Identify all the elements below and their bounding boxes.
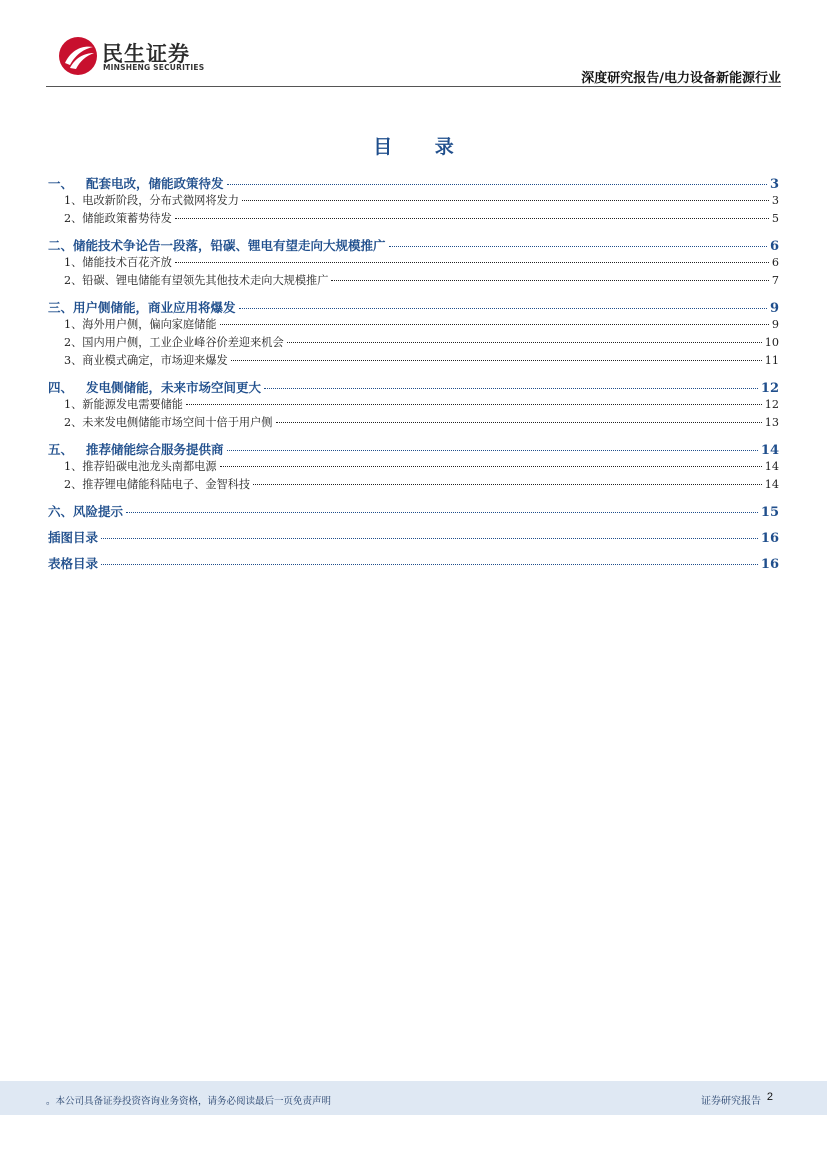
toc-entry-page: 13 [764, 416, 779, 429]
toc-subsection-entry[interactable] [48, 414, 779, 432]
page-number: 2 [766, 1091, 773, 1103]
toc-dot-leader [175, 218, 769, 219]
toc-entry-page: 14 [764, 478, 779, 491]
toc-entry-label: 1、储能技术百花齐放 [64, 256, 172, 269]
header-divider [46, 86, 781, 87]
toc-dot-leader [186, 404, 762, 405]
footer-label: 证券研究报告 [701, 1096, 761, 1107]
toc-dot-leader [220, 324, 769, 325]
toc-entry-page: 7 [771, 274, 779, 287]
toc-dot-leader [220, 466, 762, 467]
toc-subsection-entry[interactable] [48, 192, 779, 210]
toc-dot-leader [253, 484, 762, 485]
logo-chinese-name: 民生证券 [102, 42, 190, 66]
toc-subsection-entry[interactable] [48, 352, 779, 370]
toc-entry-page: 11 [764, 354, 779, 367]
toc-subsection-entry[interactable] [48, 396, 779, 414]
toc-title: 目 录 [373, 136, 472, 158]
toc-section-entry[interactable] [48, 236, 779, 254]
toc-subsection-entry[interactable] [48, 476, 779, 494]
toc-entry-page: 6 [769, 239, 779, 254]
toc-entry-page: 6 [771, 256, 779, 269]
toc-entry-label: 2、推荐锂电储能科陆电子、金智科技 [64, 478, 251, 491]
toc-dot-leader [287, 342, 762, 343]
toc-dot-leader [126, 512, 758, 513]
toc-dot-leader [227, 184, 767, 185]
toc-section-entry[interactable] [48, 528, 779, 546]
toc-entry-label: 1、电改新阶段，分布式微网将发力 [64, 194, 239, 207]
toc-entry-page: 5 [771, 212, 779, 225]
toc-subsection-entry[interactable] [48, 210, 779, 228]
toc-dot-leader [264, 388, 758, 389]
logo-english-name: MINSHENG SECURITIES [103, 63, 205, 72]
toc-entry-label: 配套电改，储能政策待发 [86, 176, 224, 191]
toc-dot-leader [389, 246, 767, 247]
table-of-contents [48, 166, 779, 572]
toc-subsection-entry[interactable] [48, 316, 779, 334]
toc-entry-page: 16 [760, 531, 779, 546]
toc-entry-number: 一、 [48, 176, 74, 191]
toc-entry-page: 9 [771, 318, 779, 331]
toc-entry-page: 3 [771, 194, 779, 207]
toc-section-entry[interactable] [48, 440, 779, 458]
toc-section-entry[interactable] [48, 378, 779, 396]
page-footer [0, 1081, 827, 1115]
toc-entry-label: 发电侧储能，未来市场空间更大 [86, 380, 262, 395]
toc-entry-page: 3 [769, 177, 779, 192]
toc-entry-label: 2、储能政策蓄势待发 [64, 212, 172, 225]
toc-entry-label: 三、用户侧储能，商业应用将爆发 [48, 300, 236, 315]
toc-entry-label: 1、推荐铅碳电池龙头南都电源 [64, 460, 217, 473]
toc-entry-label: 插图目录 [48, 530, 99, 545]
toc-dot-leader [276, 422, 762, 423]
toc-entry-label: 二、储能技术争论告一段落，铅碳、锂电有望走向大规模推广 [48, 238, 386, 253]
minsheng-logo-icon [58, 36, 98, 76]
toc-subsection-entry[interactable] [48, 458, 779, 476]
toc-dot-leader [101, 564, 758, 565]
toc-entry-label: 1、新能源发电需要储能 [64, 398, 183, 411]
toc-section-entry[interactable] [48, 174, 779, 192]
toc-entry-number: 五、 [48, 442, 74, 457]
toc-dot-leader [242, 200, 769, 201]
toc-entry-label: 3、商业模式确定，市场迎来爆发 [64, 354, 228, 367]
toc-entry-page: 12 [760, 381, 779, 396]
report-type: 深度研究报告/电力设备新能源行业 [581, 71, 781, 86]
toc-entry-page: 14 [760, 443, 779, 458]
toc-dot-leader [175, 262, 769, 263]
toc-entry-label: 表格目录 [48, 556, 99, 571]
toc-entry-page: 15 [760, 505, 779, 520]
toc-entry-page: 14 [764, 460, 779, 473]
toc-section-entry[interactable] [48, 554, 779, 572]
toc-dot-leader [227, 450, 758, 451]
toc-subsection-entry[interactable] [48, 334, 779, 352]
toc-entry-label: 六、风险提示 [48, 504, 124, 519]
toc-entry-page: 9 [769, 301, 779, 316]
toc-entry-number: 四、 [48, 380, 74, 395]
toc-dot-leader [239, 308, 767, 309]
toc-entry-page: 10 [764, 336, 779, 349]
toc-entry-label: 2、铅碳、锂电储能有望领先其他技术走向大规模推广 [64, 274, 329, 287]
toc-dot-leader [101, 538, 758, 539]
toc-dot-leader [331, 280, 768, 281]
toc-entry-label: 推荐储能综合服务提供商 [86, 442, 224, 457]
company-logo [58, 36, 218, 76]
toc-entry-page: 16 [760, 557, 779, 572]
toc-subsection-entry[interactable] [48, 272, 779, 290]
toc-entry-label: 2、国内用户侧，工业企业峰谷价差迎来机会 [64, 336, 284, 349]
toc-entry-label: 1、海外用户侧，偏向家庭储能 [64, 318, 217, 331]
toc-entry-label: 2、未来发电侧储能市场空间十倍于用户侧 [64, 416, 273, 429]
disclaimer-note: 。本公司具备证券投资咨询业务资格，请务必阅读最后一页免责声明 [46, 1096, 332, 1107]
toc-section-entry[interactable] [48, 298, 779, 316]
toc-entry-page: 12 [764, 398, 779, 411]
toc-dot-leader [231, 360, 762, 361]
toc-subsection-entry[interactable] [48, 254, 779, 272]
toc-section-entry[interactable] [48, 502, 779, 520]
